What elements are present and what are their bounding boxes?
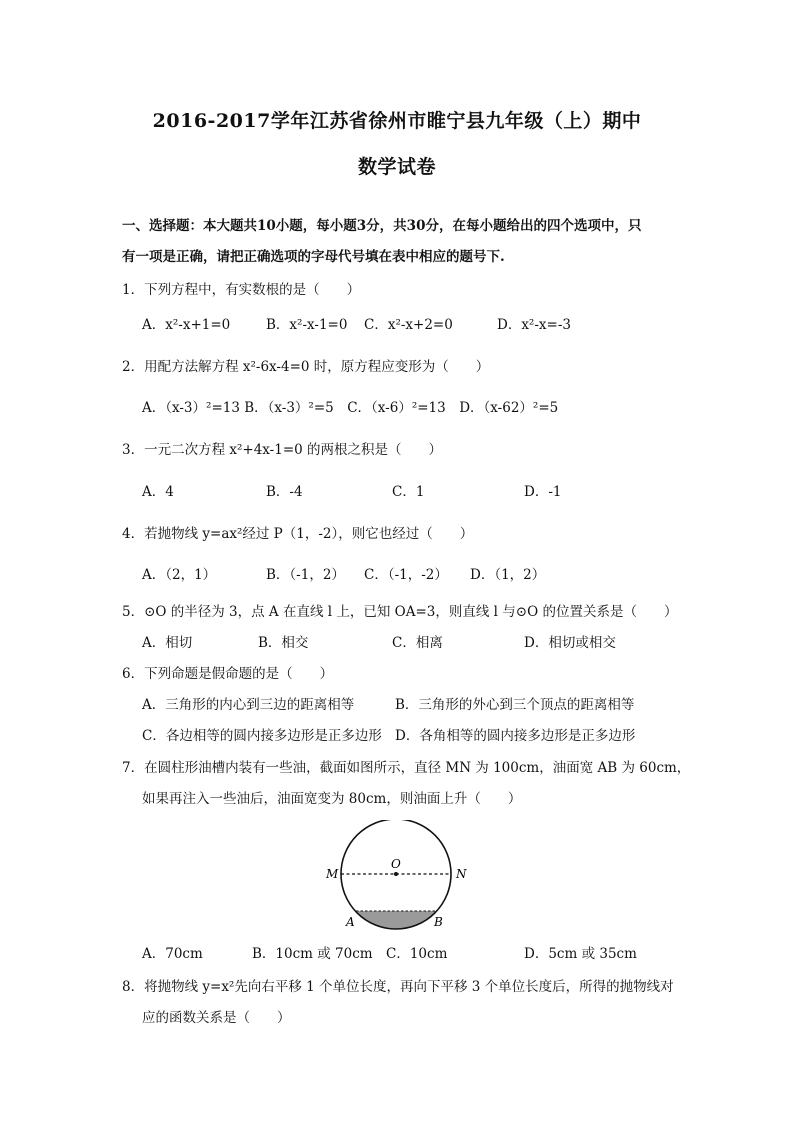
question-1-stem: 1．下列方程中，有实数根的是（ ） [122,282,361,298]
question-2-options: A．（x-3）²=13 B．（x-3）²=5 C．（x-6）²=13 D．（x-62）²=5 [142,400,559,416]
question-6-option-d: D．各角相等的圆内接多边形是正多边形 [395,728,636,744]
question-4-option-c: C．（-1，-2） [364,567,448,583]
question-3-option-b: B．-4 [266,484,303,500]
oil-tank-cross-section-figure [318,820,478,935]
label-b: B [434,915,443,929]
question-5-option-a: A．相切 [142,635,193,651]
question-1-option-d: D．x²-x=-3 [497,317,571,333]
question-5-option-b: B．相交 [258,635,309,651]
question-3-option-d: D．-1 [524,484,562,500]
question-4-option-d: D．（1，2） [470,567,546,583]
question-5-option-c: C．相离 [392,635,443,651]
question-6-option-a: A．三角形的内心到三边的距离相等 [142,697,355,713]
label-o: O [391,857,401,871]
question-6-option-b: B．三角形的外心到三个顶点的距离相等 [395,697,635,713]
question-4-stem: 4．若抛物线 y=ax²经过 P（1，-2），则它也经过（ ） [122,526,474,542]
center-point [394,872,398,876]
question-3-option-a: A．4 [142,484,174,500]
question-7-option-c: C．10cm [386,946,448,962]
question-5-option-d: D．相切或相交 [524,635,616,651]
question-3-option-c: C．1 [392,484,425,500]
question-8-stem-line2: 应的函数关系是（ ） [142,1010,291,1026]
question-7-stem-line1: 7．在圆柱形油槽内装有一些油，截面如图所示，直径 MN 为 100cm，油面宽 AB 为 60cm， [122,760,691,776]
question-3-stem: 3．一元二次方程 x²+4x-1=0 的两根之积是（ ） [122,442,443,458]
question-2-stem: 2．用配方法解方程 x²-6x-4=0 时，原方程应变形为（ ） [122,359,490,375]
question-4-option-a: A．（2，1） [142,567,217,583]
question-7-option-d: D．5cm 或 35cm [524,946,637,962]
exam-title-line1: 2016-2017学年江苏省徐州市睢宁县九年级（上）期中 [152,110,642,132]
question-7-option-b: B．10cm 或 70cm [252,946,373,962]
question-4-option-b: B．（-1，2） [266,567,345,583]
question-1-option-c: C．x²-x+2=0 [364,317,453,333]
question-7-stem-line2: 如果再注入一些油后，油面宽变为 80cm，则油面上升（ ） [142,791,522,807]
section-heading-line2: 有一项是正确，请把正确选项的字母代号填在表中相应的题号下. [122,249,505,265]
section-heading-line1: 一、选择题：本大题共10小题，每小题3分，共30分，在每小题给出的四个选项中，只 [122,218,642,234]
question-5-stem: 5．⊙O 的半径为 3，点 A 在直线 l 上，已知 OA=3，则直线 l 与⊙O 的位置关系是（ ） [122,604,678,620]
question-1-option-b: B．x²-x-1=0 [266,317,348,333]
exam-title-line2: 数学试卷 [357,156,436,178]
label-m: M [326,867,339,881]
question-6-stem: 6．下列命题是假命题的是（ ） [122,666,334,682]
question-8-stem-line1: 8．将抛物线 y=x²先向右平移 1 个单位长度，再向下平移 3 个单位长度后，所得的抛物线对 [122,979,674,995]
label-n: N [456,867,467,881]
question-1-option-a: A．x²-x+1=0 [142,317,231,333]
label-a: A [346,915,355,929]
question-7-option-a: A．70cm [142,946,203,962]
question-6-option-c: C．各边相等的圆内接多边形是正多边形 [142,728,382,744]
